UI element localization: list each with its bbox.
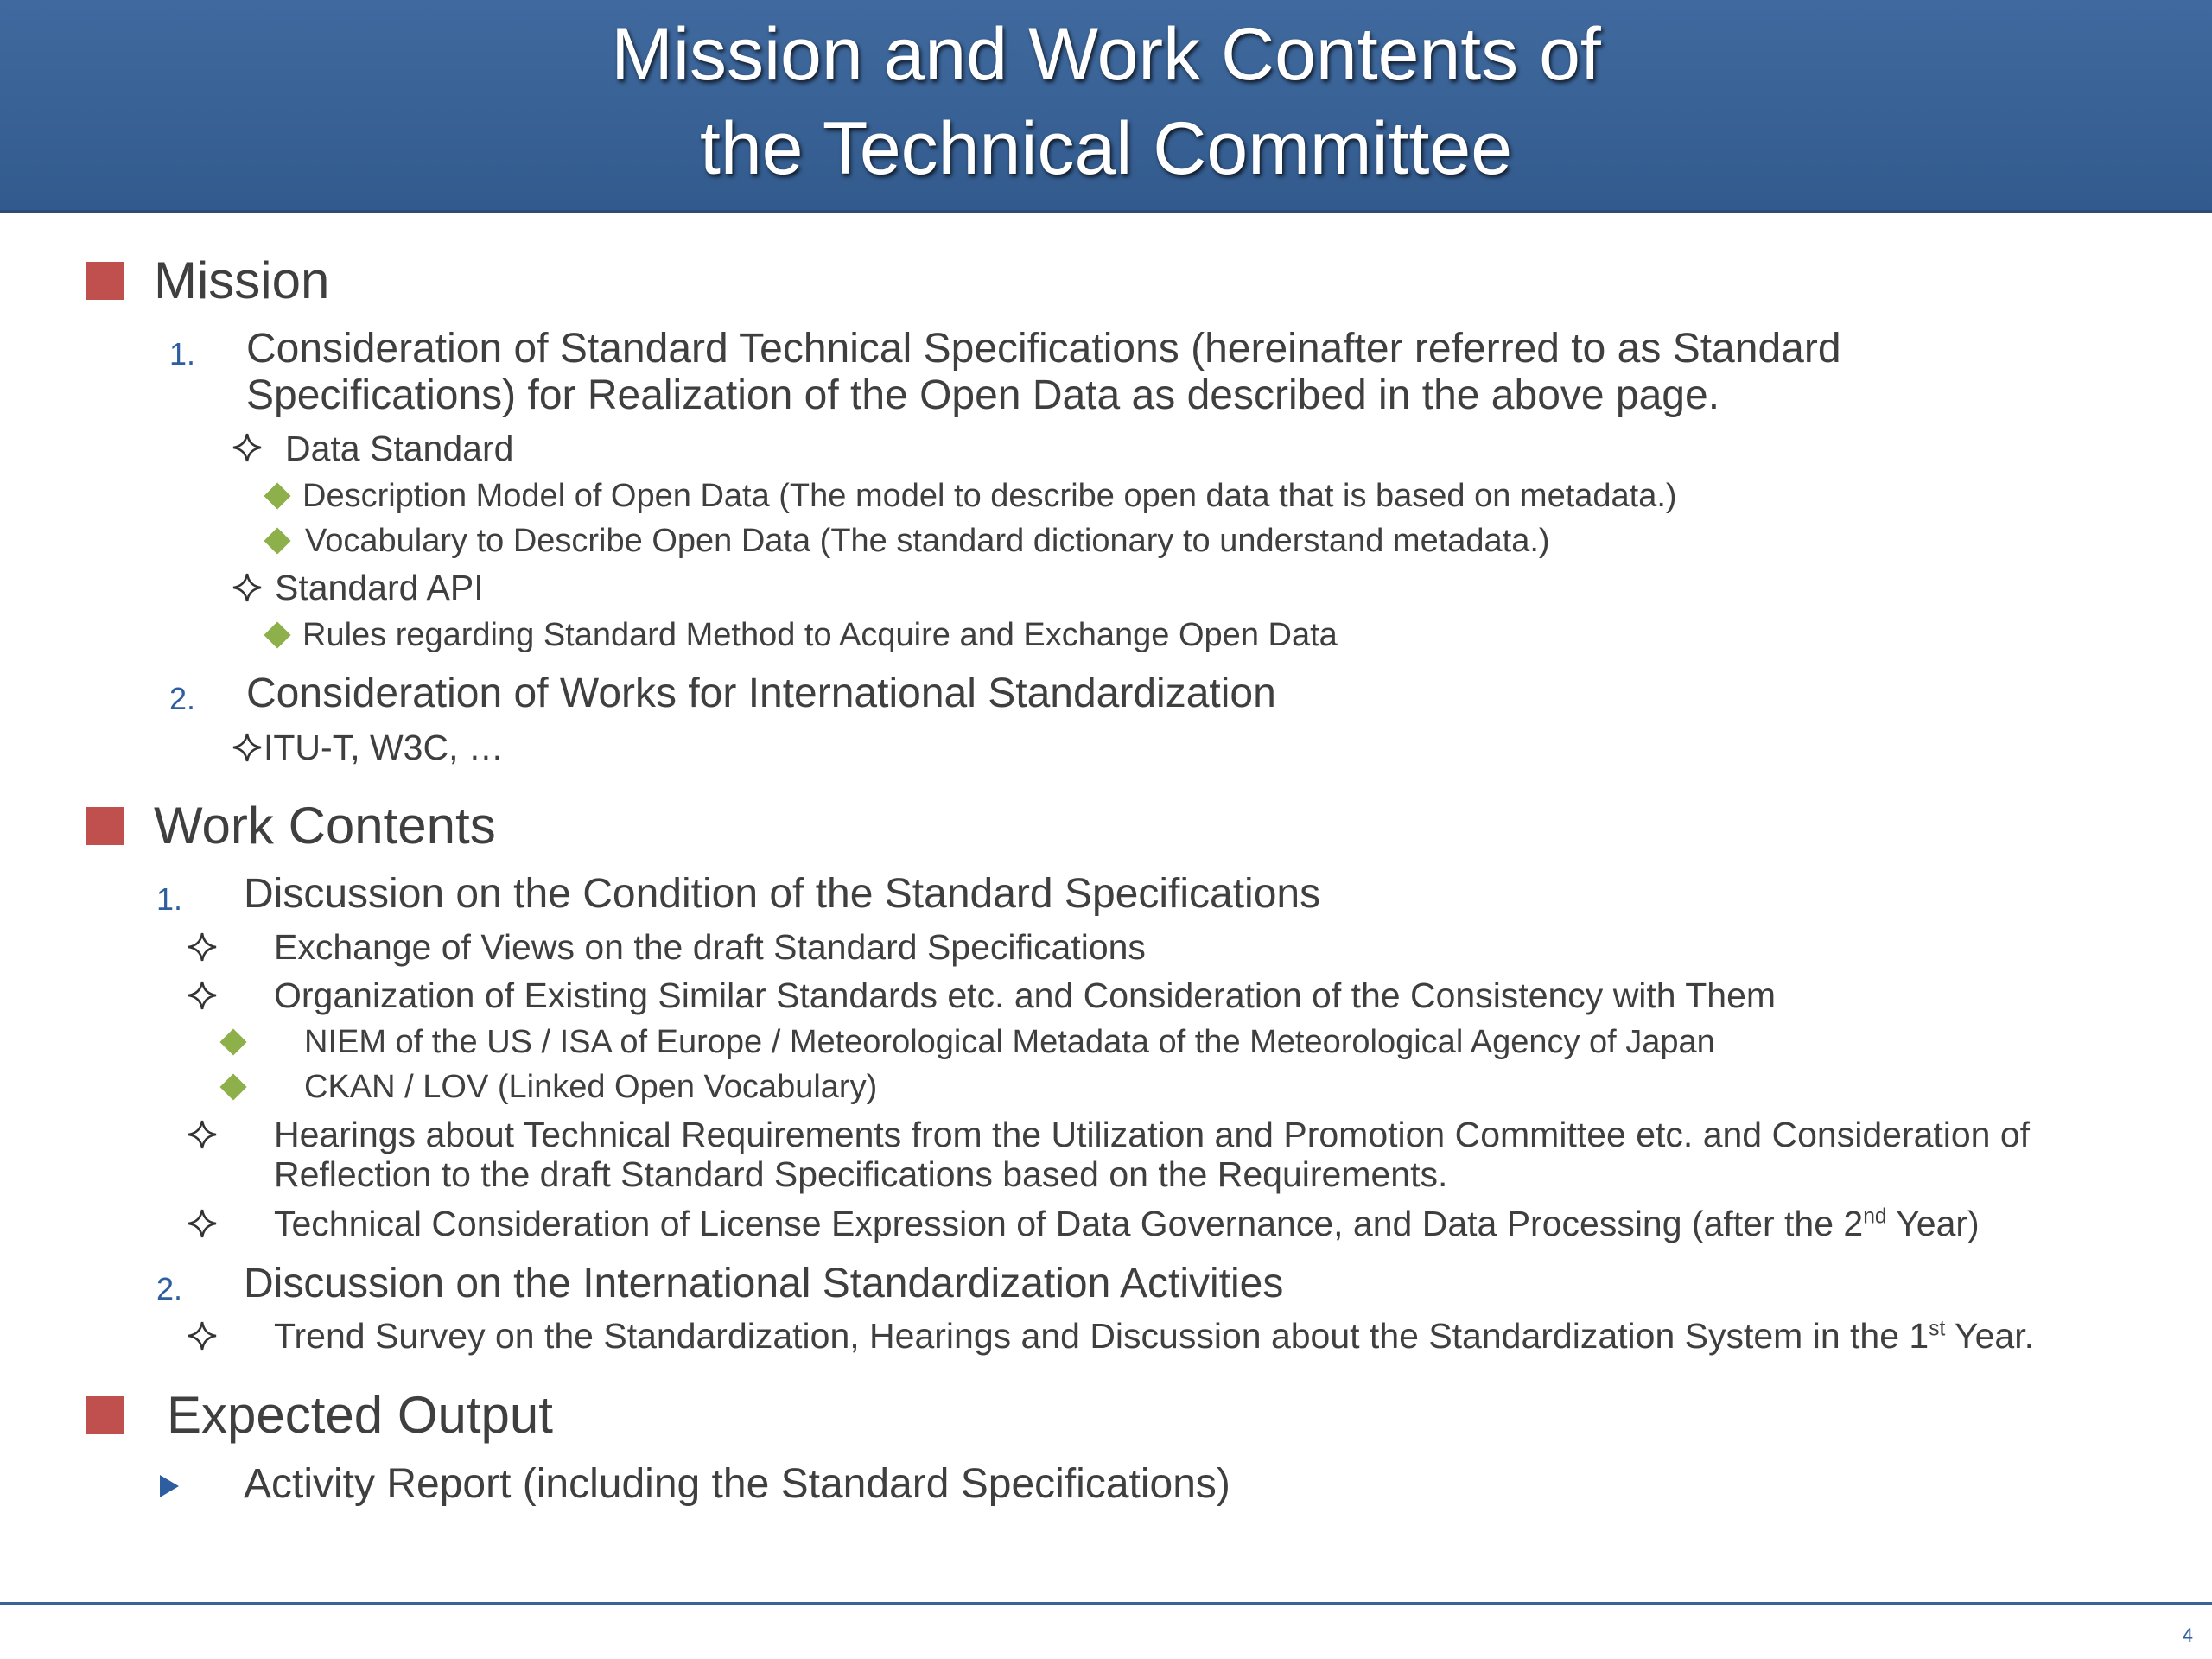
four-point-star-icon: [187, 1320, 218, 1351]
mission-heading: Mission: [154, 251, 330, 309]
mission-item-2-text: Consideration of Works for International Standardization: [246, 671, 1276, 716]
triangle-bullet-icon: [160, 1475, 179, 1497]
diamond-bullet-icon: [264, 527, 290, 554]
footer-divider: [0, 1602, 2212, 1605]
slide-title-line1: Mission and Work Contents of: [611, 13, 1601, 96]
four-point-star-icon: [232, 572, 263, 603]
four-point-star-icon: [187, 1208, 218, 1239]
square-bullet-icon: [86, 262, 124, 300]
work-contents-heading: Work Contents: [154, 797, 496, 855]
activity-report-text: Activity Report (including the Standard Specifications): [244, 1461, 1230, 1507]
rules-text: Rules regarding Standard Method to Acquire and Exchange Open Data: [302, 617, 1338, 653]
page-number: 4: [2182, 1624, 2193, 1646]
work-item-2-number: 2.: [156, 1271, 183, 1306]
slide-title-line2: the Technical Committee: [699, 107, 1513, 190]
work-item-2-text: Discussion on the International Standardization Activities: [244, 1261, 1284, 1306]
trend-survey-text: Trend Survey on the Standardization, Hearings and Discussion about the Standardization System in the 1st Year.: [274, 1316, 2034, 1356]
mission-item-1-line2: Specifications) for Realization of the Open Data as described in the above page.: [246, 372, 1720, 418]
technical-consideration-text: Technical Consideration of License Expression of Data Governance, and Data Processing (after the 2nd Year): [274, 1204, 1980, 1243]
four-point-star-icon: [187, 1119, 218, 1150]
description-model-text: Description Model of Open Data (The model to describe open data that is based on metadata.): [302, 478, 1677, 514]
expected-output-heading: Expected Output: [167, 1386, 553, 1444]
exchange-views-text: Exchange of Views on the draft Standard Specifications: [274, 927, 1146, 967]
diamond-bullet-icon: [264, 621, 290, 648]
diamond-bullet-icon: [219, 1073, 246, 1100]
diamond-bullet-icon: [264, 482, 290, 509]
square-bullet-icon: [86, 1396, 124, 1434]
organization-text: Organization of Existing Similar Standards etc. and Consideration of the Consistency with Them: [274, 976, 1777, 1015]
diamond-bullet-icon: [219, 1028, 246, 1055]
four-point-star-icon: [232, 732, 263, 763]
hearings-text-line2: Reflection to the draft Standard Specifications based on the Requirements.: [274, 1154, 1448, 1194]
vocabulary-text: Vocabulary to Describe Open Data (The standard dictionary to understand metadata.): [305, 523, 1550, 559]
itu-w3c-text: ITU-T, W3C, …: [264, 728, 504, 767]
work-item-1-text: Discussion on the Condition of the Standard Specifications: [244, 871, 1321, 917]
four-point-star-icon: [187, 980, 218, 1011]
title-bar: [0, 0, 2212, 213]
mission-item-1-number: 1.: [169, 336, 196, 372]
hearings-text-line1: Hearings about Technical Requirements from the Utilization and Promotion Committee etc. and Consideration of: [274, 1115, 2031, 1154]
standard-api-label: Standard API: [275, 568, 484, 607]
mission-item-2-number: 2.: [169, 681, 196, 716]
niem-isa-text: NIEM of the US / ISA of Europe / Meteorological Metadata of the Meteorological Agency of Japan: [304, 1024, 1715, 1060]
data-standard-label: Data Standard: [285, 429, 514, 468]
four-point-star-icon: [187, 931, 218, 963]
work-item-1-number: 1.: [156, 881, 183, 917]
square-bullet-icon: [86, 807, 124, 845]
ckan-lov-text: CKAN / LOV (Linked Open Vocabulary): [304, 1069, 878, 1105]
four-point-star-icon: [232, 432, 263, 463]
mission-item-1-line1: Consideration of Standard Technical Specifications (hereinafter referred to as Standard: [246, 326, 1841, 372]
